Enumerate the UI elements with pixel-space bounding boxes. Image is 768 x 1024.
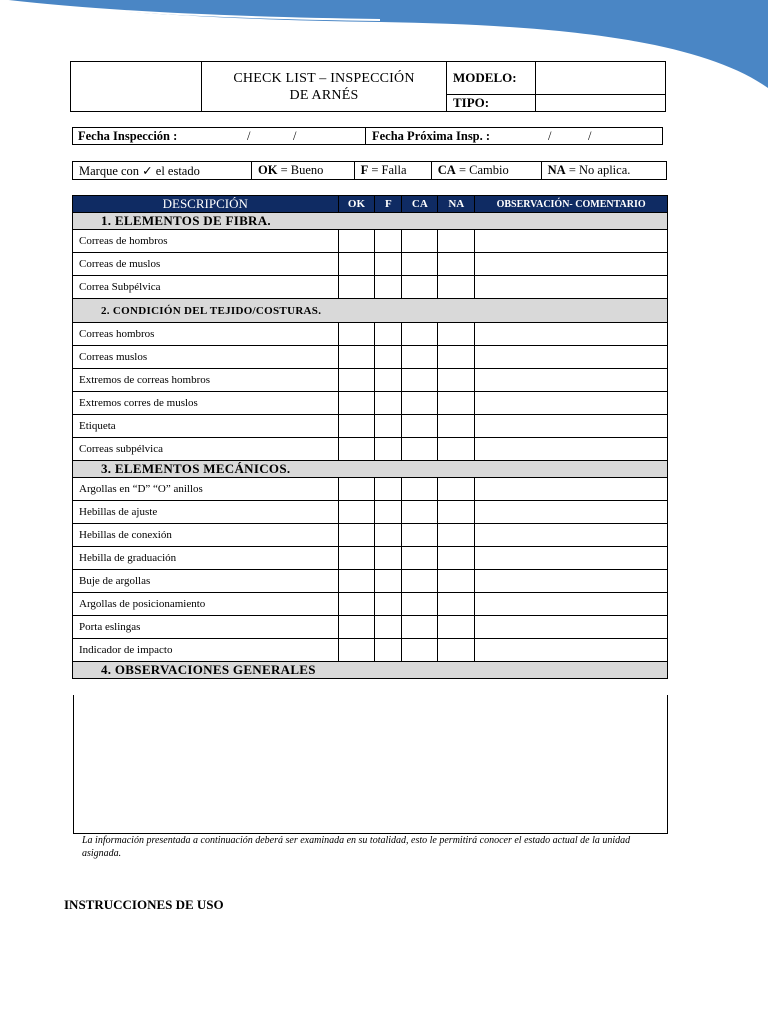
table-row [73,639,668,662]
legend-ok [252,162,355,180]
f-checkbox[interactable] [375,276,402,299]
ca-checkbox[interactable] [402,616,438,639]
f-checkbox[interactable] [375,524,402,547]
legend-f [354,162,431,180]
item-description: Extremos de correas hombros [73,369,339,392]
col-na: NA [438,196,475,213]
col-observation: OBSERVACIÓN- COMENTARIO [475,196,668,213]
col-ca: CA [402,196,438,213]
date-separator: / [588,129,592,143]
ok-checkbox[interactable] [338,369,375,392]
inspection-date-label: Fecha Inspección : [78,129,178,143]
observation-field[interactable] [475,616,668,639]
na-checkbox[interactable] [438,323,475,346]
observation-field[interactable] [475,501,668,524]
item-description: Correas de muslos [73,253,339,276]
f-checkbox[interactable] [375,547,402,570]
table-row [73,547,668,570]
ok-checkbox[interactable] [338,547,375,570]
header-table [70,61,666,112]
legend-na-text: = No aplica. [565,163,631,177]
legend-f-code: F [360,163,369,177]
observation-field[interactable] [475,276,668,299]
observation-field[interactable] [475,639,668,662]
na-checkbox[interactable] [438,415,475,438]
na-checkbox[interactable] [438,570,475,593]
item-description: Porta eslingas [73,616,339,639]
ok-checkbox[interactable] [338,253,375,276]
section-header-row [73,299,668,323]
checklist-table [72,195,668,679]
col-f: F [375,196,402,213]
ca-checkbox[interactable] [402,593,438,616]
legend-na-code: NA [547,163,566,177]
table-header-row [73,196,668,213]
modelo-field[interactable] [536,62,666,95]
observation-field[interactable] [475,323,668,346]
item-description: Hebillas de ajuste [73,501,339,524]
ok-checkbox[interactable] [338,276,375,299]
table-row [73,323,668,346]
ca-checkbox[interactable] [402,369,438,392]
legend-ca-code: CA [437,163,456,177]
f-checkbox[interactable] [375,253,402,276]
f-checkbox[interactable] [375,639,402,662]
observation-field[interactable] [475,570,668,593]
observation-field[interactable] [475,593,668,616]
legend-f-text: = Falla [368,163,407,177]
table-row [73,570,668,593]
na-checkbox[interactable] [438,524,475,547]
ca-checkbox[interactable] [402,547,438,570]
f-checkbox[interactable] [375,570,402,593]
na-checkbox[interactable] [438,478,475,501]
section-title: 2. CONDICIÓN DEL TEJIDO/COSTURAS. [73,299,668,323]
ca-checkbox[interactable] [402,392,438,415]
table-row [73,438,668,461]
f-checkbox[interactable] [375,369,402,392]
f-checkbox[interactable] [375,478,402,501]
na-checkbox[interactable] [438,438,475,461]
table-row [73,346,668,369]
f-checkbox[interactable] [375,346,402,369]
table-row [73,369,668,392]
na-checkbox[interactable] [438,593,475,616]
item-description: Correa Subpélvica [73,276,339,299]
item-description: Etiqueta [73,415,339,438]
table-row [73,593,668,616]
observation-field[interactable] [475,524,668,547]
section-title: 1. ELEMENTOS DE FIBRA. [73,213,668,230]
ok-checkbox[interactable] [338,415,375,438]
na-checkbox[interactable] [438,253,475,276]
observation-field[interactable] [475,478,668,501]
legend-row [72,161,667,180]
observation-field[interactable] [475,547,668,570]
na-checkbox[interactable] [438,501,475,524]
item-description: Indicador de impacto [73,639,339,662]
ca-checkbox[interactable] [402,524,438,547]
observation-field[interactable] [475,438,668,461]
observation-field[interactable] [475,415,668,438]
f-checkbox[interactable] [375,392,402,415]
item-description: Correas muslos [73,346,339,369]
item-description: Hebilla de graduación [73,547,339,570]
item-description: Argollas de posicionamiento [73,593,339,616]
next-inspection-date-label: Fecha Próxima Insp. : [372,129,491,143]
ok-checkbox[interactable] [338,230,375,253]
ca-checkbox[interactable] [402,639,438,662]
ok-checkbox[interactable] [338,639,375,662]
document-title [202,62,447,112]
tipo-label: TIPO: [447,95,536,112]
f-checkbox[interactable] [375,438,402,461]
legend-ca [431,162,541,180]
ok-checkbox[interactable] [338,570,375,593]
legend-ok-text: = Bueno [277,163,324,177]
ca-checkbox[interactable] [402,570,438,593]
table-row [73,253,668,276]
tipo-field[interactable] [536,95,666,112]
table-row [73,501,668,524]
na-checkbox[interactable] [438,276,475,299]
general-observations-box[interactable] [73,695,668,834]
observation-field[interactable] [475,392,668,415]
ok-checkbox[interactable] [338,593,375,616]
date-divider [365,128,366,144]
instructions-title: INSTRUCCIONES DE USO [64,897,224,912]
na-checkbox[interactable] [438,639,475,662]
section-title: 3. ELEMENTOS MECÁNICOS. [73,461,668,478]
na-checkbox[interactable] [438,369,475,392]
modelo-label: MODELO: [447,62,536,95]
na-checkbox[interactable] [438,392,475,415]
item-description: Buje de argollas [73,570,339,593]
na-checkbox[interactable] [438,616,475,639]
table-row [73,230,668,253]
ca-checkbox[interactable] [402,415,438,438]
item-description: Correas de hombros [73,230,339,253]
usage-note: La información presentada a continuación deberá ser examinada en su totalidad, esto le permitirá conocer el estado actual de la unidad asignada. [82,835,631,859]
legend-mark-instruction: Marque con ✓ el estado [73,162,252,180]
table-row [73,616,668,639]
ok-checkbox[interactable] [338,392,375,415]
ca-checkbox[interactable] [402,323,438,346]
section-header-row [73,461,668,478]
table-row [73,415,668,438]
title-line-2: DE ARNÉS [289,87,359,103]
dates-row [72,127,663,145]
table-row [73,478,668,501]
legend-na [541,162,666,180]
section-header-row [73,662,668,679]
ca-checkbox[interactable] [402,276,438,299]
logo-cell [71,62,202,112]
ca-checkbox[interactable] [402,478,438,501]
f-checkbox[interactable] [375,230,402,253]
item-description: Argollas en “D” “O” anillos [73,478,339,501]
ok-checkbox[interactable] [338,524,375,547]
observation-field[interactable] [475,230,668,253]
section-header-row [73,213,668,230]
ok-checkbox[interactable] [338,346,375,369]
ok-checkbox[interactable] [338,478,375,501]
col-ok: OK [338,196,375,213]
ca-checkbox[interactable] [402,230,438,253]
na-checkbox[interactable] [438,346,475,369]
title-line-1: CHECK LIST – INSPECCIÓN [233,70,415,86]
ok-checkbox[interactable] [338,501,375,524]
legend-ca-text: = Cambio [455,163,509,177]
ok-checkbox[interactable] [338,438,375,461]
table-row [73,392,668,415]
date-separator: / [293,129,297,143]
date-separator: / [247,129,251,143]
ok-checkbox[interactable] [338,323,375,346]
ca-checkbox[interactable] [402,253,438,276]
f-checkbox[interactable] [375,616,402,639]
f-checkbox[interactable] [375,501,402,524]
table-row [73,276,668,299]
na-checkbox[interactable] [438,547,475,570]
f-checkbox[interactable] [375,593,402,616]
legend-ok-code: OK [258,163,278,177]
observation-field[interactable] [475,253,668,276]
ca-checkbox[interactable] [402,501,438,524]
na-checkbox[interactable] [438,230,475,253]
section-title: 4. OBSERVACIONES GENERALES [73,662,668,679]
table-row [73,524,668,547]
item-description: Correas hombros [73,323,339,346]
ca-checkbox[interactable] [402,438,438,461]
item-description: Hebillas de conexión [73,524,339,547]
date-separator: / [548,129,552,143]
ok-checkbox[interactable] [338,616,375,639]
observation-field[interactable] [475,346,668,369]
col-description: DESCRIPCIÓN [73,196,339,213]
ca-checkbox[interactable] [402,346,438,369]
f-checkbox[interactable] [375,415,402,438]
item-description: Correas subpélvica [73,438,339,461]
item-description: Extremos corres de muslos [73,392,339,415]
observation-field[interactable] [475,369,668,392]
f-checkbox[interactable] [375,323,402,346]
